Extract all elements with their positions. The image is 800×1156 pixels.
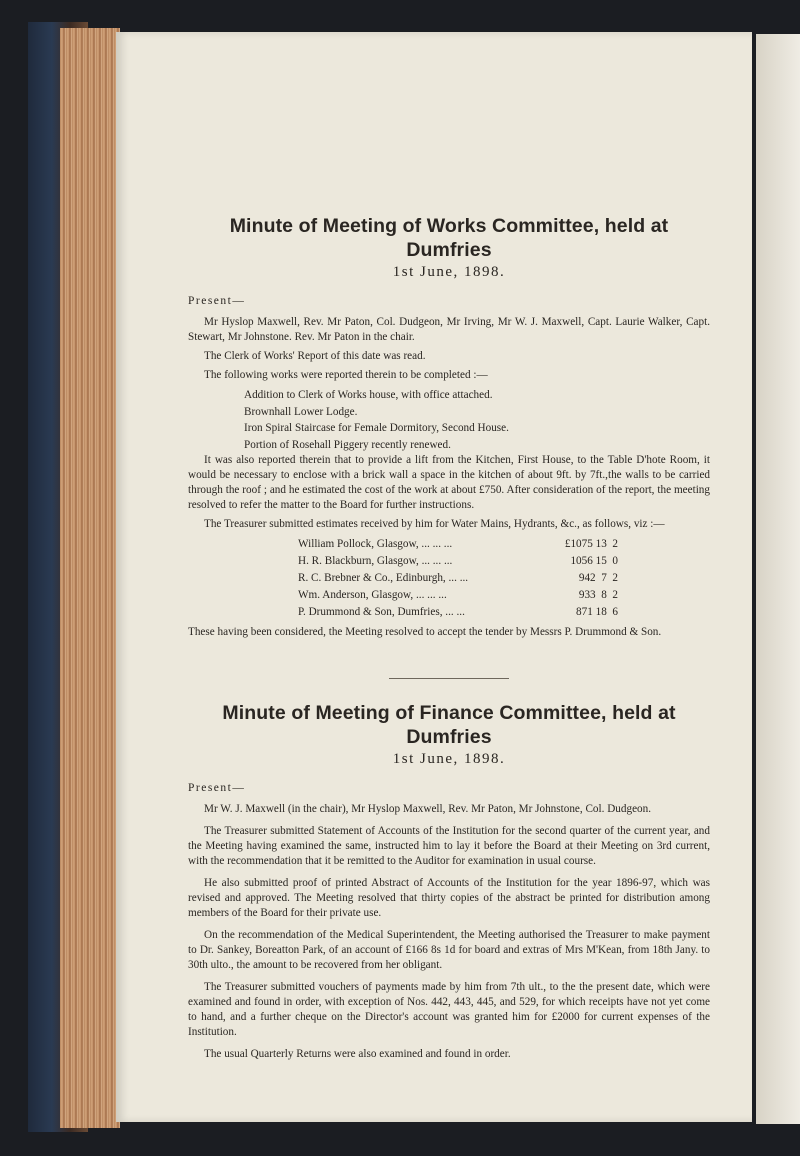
works-attendees: Mr Hyslop Maxwell, Rev. Mr Paton, Col. Dudgeon, Mr Irving, Mr W. J. Maxwell, Capt. Laurie Walker, Capt. Stewart, Mr Johnstone. Rev. Mr Paton in the chair. (188, 316, 710, 343)
works-list-item: Brownhall Lower Lodge. (244, 405, 358, 418)
tender-name: P. Drummond & Son, Dumfries, ... ... (298, 606, 465, 618)
works-list-intro: The following works were reported therein to be completed :— (204, 369, 488, 381)
works-report-read: The Clerk of Works' Report of this date was read. (204, 350, 426, 362)
tender-name: William Pollock, Glasgow, ... ... ... (298, 538, 453, 550)
works-list (244, 387, 710, 453)
page-edges (60, 28, 120, 1128)
page-content (188, 214, 710, 1069)
tender-name: H. R. Blackburn, Glasgow, ... ... ... (298, 555, 453, 567)
finance-present-label: Present— (188, 782, 246, 794)
works-minute-date: 1st June, 1898. (392, 264, 506, 280)
document-page (116, 32, 752, 1122)
finance-paragraph: The Treasurer submitted Statement of Accounts of the Institution for the second quarter of the current year, and the Meeting having examined the same, instructed him to lay it before the Board at their Meeting on 3rd current, with the recommendation that it be remitted to the Auditor for examination in usual course. (188, 825, 710, 867)
works-list-item: Iron Spiral Staircase for Female Dormitory, Second House. (244, 422, 509, 434)
tender-row (298, 570, 618, 587)
tender-row (298, 553, 618, 570)
finance-minute-date: 1st June, 1898. (392, 751, 506, 767)
tender-name: R. C. Brebner & Co., Edinburgh, ... ... (298, 572, 469, 584)
tender-row (298, 587, 618, 604)
tender-amount: 871 18 6 (576, 606, 618, 618)
finance-paragraph: He also submitted proof of printed Abstract of Accounts of the Institution for the year 1896-97, which was revised and approved. The Meeting resolved that thirty copies of the abstract be printed for distribution among members of the Board for their private use. (188, 877, 710, 919)
works-minute-title: Minute of Meeting of Works Committee, held at Dumfries (229, 215, 669, 261)
tenders-intro: The Treasurer submitted estimates received by him for Water Mains, Hydrants, &c., as follows, viz :— (204, 518, 665, 530)
tender-name: Wm. Anderson, Glasgow, ... ... ... (298, 589, 447, 601)
finance-committee-minute (188, 701, 710, 1062)
lift-paragraph: It was also reported therein that to provide a lift from the Kitchen, First House, to the Table D'hote Room, it would be necessary to enclose with a brick wall a space in the kitchen of about 9ft. by 7ft.,the walls to be carried through the roof ; and he estimated the cost of the work at about £750. After consideration of the report, the meeting resolved to refer the matter to the Board for further instructions. (188, 454, 710, 511)
finance-paragraph: The Treasurer submitted vouchers of payments made by him from 7th ult., to the the present date, which were examined and found in order, with exception of Nos. 442, 443, 445, and 529, for which receipts have not yet come to hand, and a further cheque on the Director's account was granted him for £2000 for current expenses of the Institution. (188, 981, 710, 1038)
tender-row (298, 536, 618, 553)
finance-paragraph: On the recommendation of the Medical Superintendent, the Meeting authorised the Treasurer to make payment to Dr. Sankey, Boreatton Park, of an account of £166 8s 1d for board and extras of Mrs M'Kean, from 18th Jany. to 30th ulto., the amount to be recovered from her obligant. (188, 929, 710, 971)
tenders-table (298, 536, 618, 621)
works-committee-minute (188, 214, 710, 640)
finance-paragraph: The usual Quarterly Returns were also examined and found in order. (204, 1048, 511, 1060)
facing-page-edge (756, 34, 800, 1124)
section-divider (389, 678, 509, 679)
finance-minute-title: Minute of Meeting of Finance Committee, held at Dumfries (222, 702, 676, 748)
tender-amount: 942 7 2 (578, 572, 618, 584)
tender-amount: £1075 13 2 (564, 538, 618, 550)
tender-resolution: These having been considered, the Meeting resolved to accept the tender by Messrs P. Drummond & Son. (188, 626, 662, 638)
finance-attendees: Mr W. J. Maxwell (in the chair), Mr Hyslop Maxwell, Rev. Mr Paton, Mr Johnstone, Col. Dudgeon. (204, 803, 652, 815)
works-list-item: Addition to Clerk of Works house, with office attached. (244, 389, 493, 401)
works-present-label: Present— (188, 295, 246, 307)
works-list-item: Portion of Rosehall Piggery recently renewed. (244, 438, 451, 451)
tender-amount: 1056 15 0 (570, 555, 618, 567)
tender-row (298, 604, 618, 621)
tender-amount: 933 8 2 (578, 589, 618, 601)
